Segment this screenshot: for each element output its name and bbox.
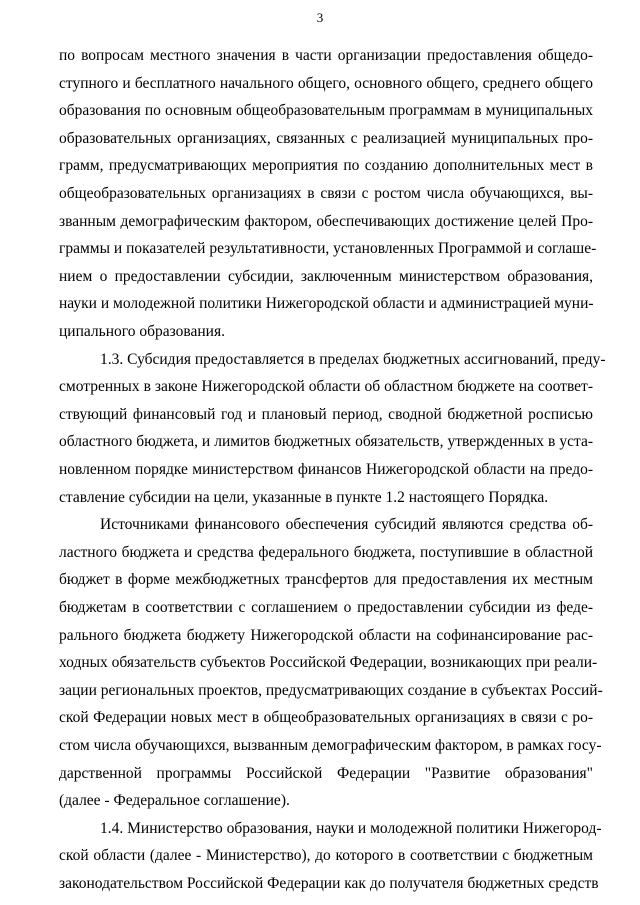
text-line: областного бюджета, и лимитов бюджетных обязательств, утвержденных в уста-	[59, 433, 593, 451]
text-line: ципального образования.	[59, 323, 225, 340]
text-line: бюджетам в соответствии с соглашением о предоставлении субсидии из феде-	[59, 599, 593, 616]
text-line: бюджет в форме межбюджетных трансфертов для предоставления их местным	[59, 571, 593, 589]
text-line: ластного бюджета и средства федерального бюджета, поступившие в областной	[59, 543, 593, 561]
paragraph-1-3-first-line: 1.3. Субсидия предоставляется в пределах бюджетных ассигнований, преду-	[100, 350, 606, 368]
paragraph-sources-first-line: Источниками финансового обеспечения субсидий являются средства об-	[100, 516, 593, 534]
text-line: граммы и показателей результативности, установленных Программой и соглаше-	[59, 240, 597, 258]
text-line: дарственной программы Российской Федерации "Развитие образования"	[59, 764, 593, 782]
text-line: новленном порядке министерством финансов Нижегородской области на предо-	[59, 461, 593, 478]
text-line: образовательных организациях, связанных с реализацией муниципальных про-	[59, 129, 593, 147]
text-line: смотренных в законе Нижегородской области об областном бюджете на соответ-	[59, 378, 593, 396]
text-line: ской области (далее - Министерство), до которого в соответствии с бюджетным	[59, 847, 593, 865]
text-line: ставление субсидии на цели, указанные в пункте 1.2 настоящего Порядка.	[59, 488, 549, 506]
text-line: ходных обязательств субъектов Российской Федерации, возникающих при реали-	[59, 654, 598, 672]
text-line: стом числа обучающихся, вызванным демографическим фактором, в рамках госу-	[59, 737, 602, 754]
text-line: законодательством Российской Федерации как до получателя бюджетных средств	[59, 875, 599, 892]
text-line: грамм, предусматривающих мероприятия по созданию дополнительных мест в	[59, 157, 593, 175]
text-line: званным демографическим фактором, обеспечивающих достижение целей Про-	[59, 212, 593, 230]
text-line: образования по основным общеобразовательным программам в муниципальных	[59, 102, 593, 120]
text-line: ступного и бесплатного начального общего, основного общего, среднего общего	[59, 74, 593, 92]
text-line: (далее - Федеральное соглашение).	[59, 792, 290, 810]
page-number: 3	[316, 10, 324, 25]
text-line: рального бюджета бюджету Нижегородской области на софинансирование рас-	[59, 626, 593, 644]
text-line: ствующий финансовый год и плановый период, сводной бюджетной росписью	[59, 405, 593, 423]
text-line: зации региональных проектов, предусматривающих создание в субъектах Россий-	[59, 681, 603, 699]
text-line: науки и молодежной политики Нижегородской области и администрацией муни-	[59, 295, 594, 313]
text-line: общеобразовательных организациях в связи с ростом числа обучающихся, вы-	[59, 185, 593, 202]
text-line: по вопросам местного значения в части организации предоставления общедо-	[59, 47, 593, 64]
text-line: ской Федерации новых мест в общеобразовательных организациях в связи с ро-	[59, 709, 593, 727]
paragraph-1-4-first-line: 1.4. Министерство образования, науки и молодежной политики Нижегород-	[100, 819, 602, 837]
text-line: нием о предоставлении субсидии, заключенным министерством образования,	[59, 267, 593, 285]
